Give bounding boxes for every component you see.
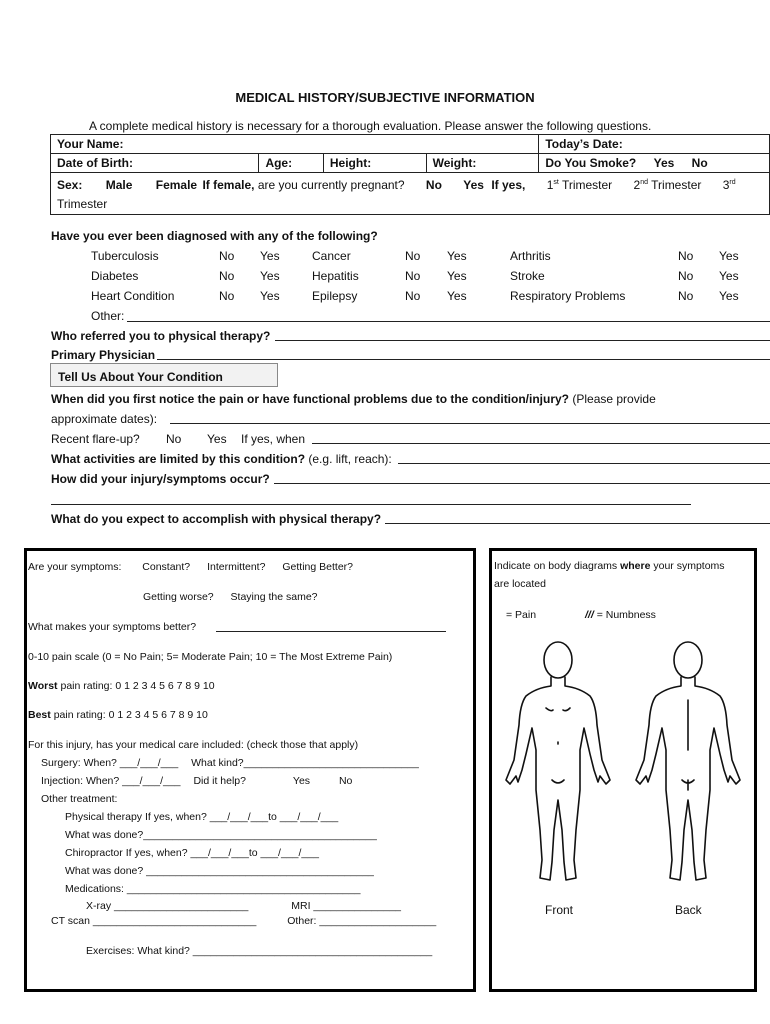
- primary-physician-label: Primary Physician: [51, 348, 156, 362]
- approx-dates-line[interactable]: [170, 423, 770, 424]
- referred-line[interactable]: [275, 340, 770, 341]
- surgery-row[interactable]: Surgery: When? ___/___/___ What kind?______________________________: [41, 757, 419, 769]
- smoke-cell[interactable]: Do You Smoke? Yes No: [539, 154, 770, 173]
- option-no[interactable]: No: [219, 249, 235, 263]
- expect-line[interactable]: [385, 523, 770, 524]
- option-no[interactable]: No: [405, 249, 421, 263]
- option-no[interactable]: No: [678, 269, 694, 283]
- diagram-instructions-2: are located: [494, 578, 546, 590]
- intro-text: A complete medical history is necessary for a thorough evaluation. Please answer the following questions.: [89, 119, 652, 133]
- option-yes[interactable]: Yes: [260, 249, 280, 263]
- how-question: How did your injury/symptoms occur?: [51, 472, 270, 486]
- option-no[interactable]: No: [219, 269, 235, 283]
- primary-physician-line[interactable]: [157, 359, 770, 360]
- condition-label: Cancer: [312, 249, 351, 263]
- option-no[interactable]: No: [678, 249, 694, 263]
- other-line[interactable]: [127, 321, 770, 322]
- activities-question: What activities are limited by this condition? (e.g. lift, reach):: [51, 452, 392, 466]
- exercises-row[interactable]: Exercises: What kind? _________________________________________: [86, 945, 433, 957]
- other-treatment-label: Other treatment:: [41, 793, 118, 805]
- pt-row[interactable]: Physical therapy If yes, when? ___/___/___to ___/___/___: [65, 811, 339, 823]
- constant-option[interactable]: Constant?: [142, 561, 191, 573]
- condition-label: Heart Condition: [91, 289, 175, 303]
- condition-label: Arthritis: [510, 249, 551, 263]
- same-option[interactable]: Staying the same?: [230, 591, 318, 603]
- symptoms-row-2: [143, 591, 318, 603]
- flare-no[interactable]: No: [166, 432, 182, 446]
- chiro-row[interactable]: Chiropractor If yes, when? ___/___/___to ___/___/___: [65, 847, 319, 859]
- page-title: MEDICAL HISTORY/SUBJECTIVE INFORMATION: [235, 90, 535, 105]
- medications-row[interactable]: Medications: ________________________________________: [65, 883, 361, 895]
- sex-cell[interactable]: Sex: Male Female If female, are you currently pregnant? No Yes If yes, 1st Trimester 2nd Trimester 3rd Trimester: [51, 173, 770, 215]
- care-question: For this injury, has your medical care included: (check those that apply): [28, 739, 359, 751]
- body-diagrams[interactable]: [496, 630, 758, 900]
- diagnosed-question: Have you ever been diagnosed with any of the following?: [51, 229, 378, 243]
- option-yes[interactable]: Yes: [719, 249, 739, 263]
- ct-row[interactable]: CT scan ____________________________ Other: ____________________: [51, 915, 437, 927]
- flare-label: Recent flare-up?: [51, 432, 140, 446]
- option-yes[interactable]: Yes: [447, 269, 467, 283]
- front-body-figure[interactable]: [506, 642, 610, 880]
- condition-label: Diabetes: [91, 269, 139, 283]
- option-yes[interactable]: Yes: [447, 249, 467, 263]
- back-body-figure[interactable]: [636, 642, 740, 880]
- referred-question: Who referred you to physical therapy?: [51, 329, 271, 343]
- symptoms-type-row: Are your symptoms: Constant? Intermittent? Getting Better?: [28, 561, 353, 573]
- makes-better-label: What makes your symptoms better?: [28, 621, 197, 633]
- option-yes[interactable]: Yes: [719, 289, 739, 303]
- how-line[interactable]: [274, 483, 770, 484]
- name-cell[interactable]: Your Name:: [51, 135, 539, 154]
- how-line-2[interactable]: [51, 504, 691, 505]
- height-cell[interactable]: Height:: [323, 154, 426, 173]
- back-label: Back: [675, 903, 702, 917]
- weight-cell[interactable]: Weight:: [426, 154, 539, 173]
- condition-label: Hepatitis: [312, 269, 359, 283]
- numbness-legend: /// = Numbness: [585, 609, 656, 621]
- worse-option[interactable]: Getting worse?: [143, 591, 214, 603]
- pain-scale-text: 0-10 pain scale (0 = No Pain; 5= Moderate Pain; 10 = The Most Extreme Pain): [28, 651, 393, 663]
- option-yes[interactable]: Yes: [260, 269, 280, 283]
- option-yes[interactable]: Yes: [260, 289, 280, 303]
- option-no[interactable]: No: [405, 269, 421, 283]
- xray-row[interactable]: X-ray _______________________ MRI _______________: [86, 900, 402, 912]
- approx-dates-label: approximate dates):: [51, 412, 158, 426]
- info-table: [50, 134, 770, 215]
- option-yes[interactable]: Yes: [447, 289, 467, 303]
- condition-label: Stroke: [510, 269, 545, 283]
- makes-better-line[interactable]: [216, 631, 446, 632]
- option-no[interactable]: No: [678, 289, 694, 303]
- intermittent-option[interactable]: Intermittent?: [207, 561, 266, 573]
- injection-row[interactable]: Injection: When? ___/___/___ Did it help? Yes No: [41, 775, 353, 787]
- front-label: Front: [545, 903, 574, 917]
- age-cell[interactable]: Age:: [259, 154, 323, 173]
- todays-date-cell[interactable]: Today’s Date:: [539, 135, 770, 154]
- worst-pain-row[interactable]: Worst pain rating: 0 1 2 3 4 5 6 7 8 9 10: [28, 680, 215, 692]
- diagram-instructions: Indicate on body diagrams where your symptoms: [494, 560, 725, 572]
- condition-label: Respiratory Problems: [510, 289, 626, 303]
- condition-label: Tuberculosis: [91, 249, 159, 263]
- flare-yes[interactable]: Yes: [207, 432, 227, 446]
- chiro-done-row[interactable]: What was done? _______________________________________: [65, 865, 374, 877]
- better-option[interactable]: Getting Better?: [282, 561, 353, 573]
- pain-legend: = Pain: [506, 609, 537, 621]
- option-no[interactable]: No: [405, 289, 421, 303]
- first-notice-question: When did you first notice the pain or have functional problems due to the condition/injury? (Please provide: [51, 392, 656, 406]
- expect-question: What do you expect to accomplish with physical therapy?: [51, 512, 382, 526]
- option-yes[interactable]: Yes: [719, 269, 739, 283]
- option-no[interactable]: No: [219, 289, 235, 303]
- dob-cell[interactable]: Date of Birth:: [51, 154, 259, 173]
- condition-heading: Tell Us About Your Condition: [58, 370, 223, 384]
- flare-when-label: If yes, when: [241, 432, 306, 446]
- best-pain-row[interactable]: Best pain rating: 0 1 2 3 4 5 6 7 8 9 10: [28, 709, 208, 721]
- condition-label: Epilepsy: [312, 289, 358, 303]
- other-label: Other:: [91, 309, 125, 323]
- pt-done-row[interactable]: What was done?________________________________________: [65, 829, 377, 841]
- activities-line[interactable]: [398, 463, 770, 464]
- flare-when-line[interactable]: [312, 443, 770, 444]
